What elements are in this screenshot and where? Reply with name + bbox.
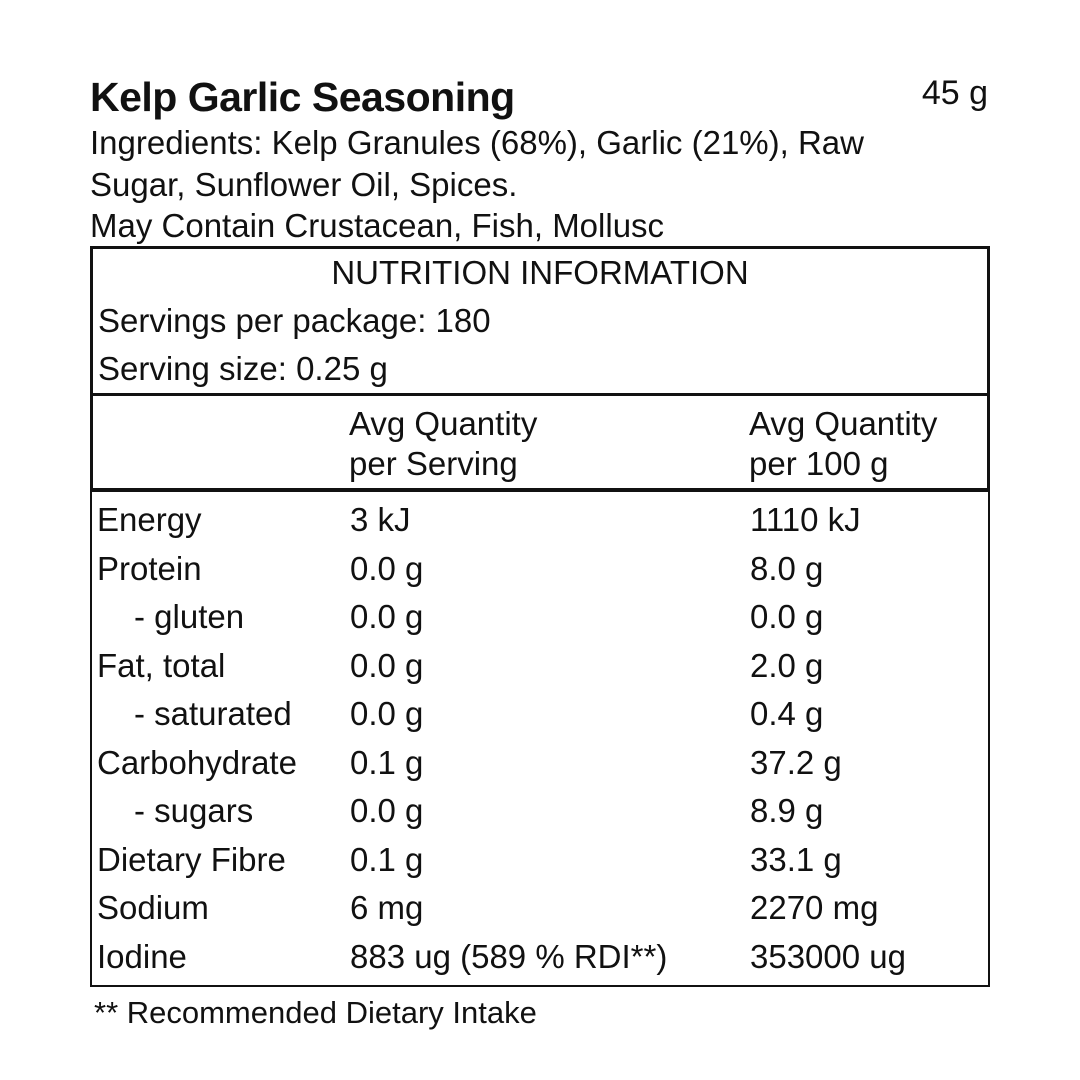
- servings-per-package: Servings per package: 180: [98, 302, 491, 339]
- table-row: [92, 496, 988, 545]
- nutrient-per-serving: 0.0 g: [350, 695, 424, 732]
- net-weight: 45 g: [921, 74, 988, 112]
- table-row: [92, 593, 988, 642]
- nutrient-per-100g: 8.9 g: [750, 792, 824, 829]
- nutrient-per-serving: 0.1 g: [350, 743, 424, 781]
- table-row: [92, 884, 988, 933]
- nutrient-per-100g: 8.0 g: [750, 549, 824, 587]
- nutrient-name: Sodium: [97, 889, 209, 926]
- nutrient-per-100g: 2.0 g: [750, 646, 824, 684]
- nutrient-per-serving: 3 kJ: [350, 501, 411, 538]
- column-header-per-100g: [749, 404, 937, 484]
- nutrient-per-100g: 37.2 g: [750, 743, 842, 781]
- footnote: ** Recommended Dietary Intake: [94, 995, 537, 1030]
- nutrient-name: Protein: [97, 549, 202, 587]
- nutrient-per-100g: 0.4 g: [750, 695, 824, 732]
- allergens-text: May Contain Crustacean, Fish, Mollusc: [90, 207, 665, 244]
- nutrient-name: - sugars: [134, 792, 254, 829]
- nutrition-label: [90, 70, 992, 1033]
- nutrient-per-100g: 33.1 g: [750, 840, 842, 878]
- nutrition-panel-header: [90, 246, 990, 492]
- product-title: Kelp Garlic Seasoning: [90, 74, 515, 120]
- column-header-per-100g-line1: Avg Quantity: [749, 405, 938, 442]
- nutrient-per-serving: 883 ug (589 % RDI**): [350, 937, 668, 975]
- nutrient-name: - gluten: [134, 598, 245, 635]
- nutrient-per-serving: 0.0 g: [350, 549, 424, 587]
- nutrient-rows: [90, 492, 990, 987]
- nutrient-per-serving: 0.0 g: [350, 792, 424, 829]
- nutrient-name: Fat, total: [97, 646, 226, 684]
- column-header-per-serving: [349, 404, 537, 484]
- nutrient-per-serving: 0.0 g: [350, 646, 424, 684]
- serving-size: Serving size: 0.25 g: [98, 350, 388, 387]
- table-row: [92, 642, 988, 691]
- nutrient-name: Iodine: [97, 937, 187, 975]
- table-row: [92, 739, 988, 788]
- nutrient-name: Energy: [97, 501, 202, 538]
- nutrient-per-serving: 0.1 g: [350, 840, 424, 878]
- nutrient-per-100g: 0.0 g: [750, 598, 824, 635]
- nutrient-per-serving: 6 mg: [350, 889, 424, 926]
- ingredients-text: Ingredients: Kelp Granules (68%), Garlic (21%), Raw Sugar, Sunflower Oil, Spices.: [90, 124, 864, 203]
- table-row: [92, 836, 988, 885]
- column-header-per-serving-line2: per Serving: [349, 445, 518, 482]
- nutrient-per-serving: 0.0 g: [350, 598, 424, 635]
- nutrient-name: - saturated: [134, 695, 292, 732]
- nutrient-name: Carbohydrate: [97, 743, 297, 781]
- column-header-per-100g-line2: per 100 g: [749, 445, 889, 482]
- column-header-per-serving-line1: Avg Quantity: [349, 405, 538, 442]
- table-row: [92, 933, 988, 982]
- table-row: [92, 690, 988, 739]
- table-row: [92, 787, 988, 836]
- nutrient-per-100g: 353000 ug: [750, 937, 906, 975]
- title-row: [90, 70, 992, 122]
- column-headers: [93, 393, 987, 492]
- nutrient-per-100g: 2270 mg: [750, 889, 879, 926]
- nutrient-name: Dietary Fibre: [97, 840, 286, 878]
- table-row: [92, 545, 988, 594]
- nutrient-per-100g: 1110 kJ: [750, 501, 861, 538]
- panel-heading: NUTRITION INFORMATION: [331, 254, 749, 291]
